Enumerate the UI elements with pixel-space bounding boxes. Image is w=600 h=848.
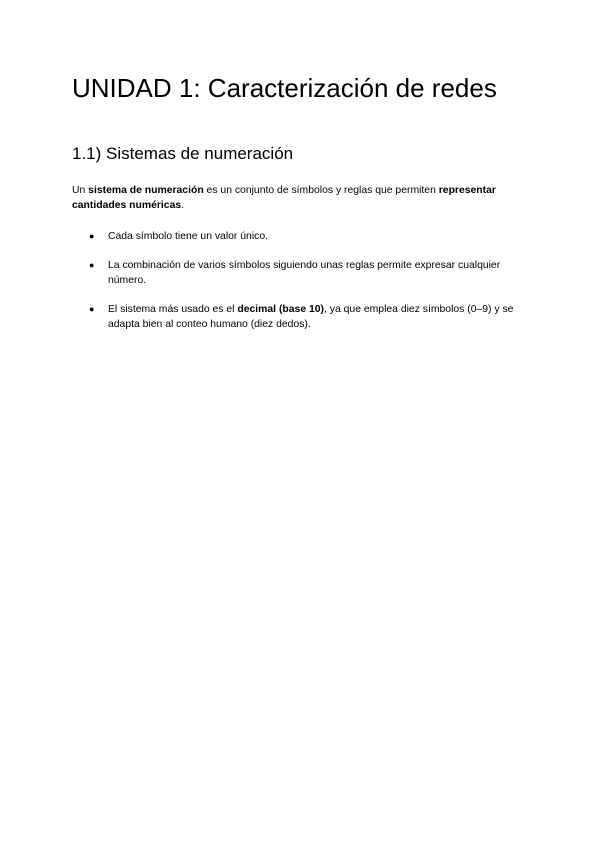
bullet-suffix: , ya que emplea diez símbolos (0–9) y se adapta bien al conteo humano (diez dedos). [108, 304, 514, 330]
bullet-icon: ● [89, 260, 95, 270]
list-item [72, 302, 528, 332]
intro-paragraph [72, 183, 528, 213]
intro-suffix: . [181, 200, 185, 211]
list-item [72, 258, 528, 288]
bullet-icon: ● [89, 231, 95, 241]
bullet-icon: ● [89, 304, 95, 314]
bullet-text [108, 304, 513, 330]
intro-term: sistema de numeración [88, 185, 204, 196]
bullet-text: Cada símbolo tiene un valor único. [108, 231, 268, 242]
document-title: UNIDAD 1: Caracterización de redes [72, 73, 497, 103]
section-heading: 1.1) Sistemas de numeración [72, 144, 294, 163]
bullet-emphasis: decimal (base 10) [237, 304, 325, 315]
intro-emphasis: representar cantidades numéricas [72, 185, 496, 211]
bullet-prefix: El sistema más usado es el [108, 304, 238, 315]
intro-prefix: Un [72, 185, 89, 196]
list-item [72, 229, 528, 244]
bullet-text: La combinación de varios símbolos siguiendo unas reglas permite expresar cualquier número. [108, 260, 501, 286]
bullet-list [72, 229, 528, 346]
intro-middle: es un conjunto de símbolos y reglas que permiten [203, 185, 439, 196]
